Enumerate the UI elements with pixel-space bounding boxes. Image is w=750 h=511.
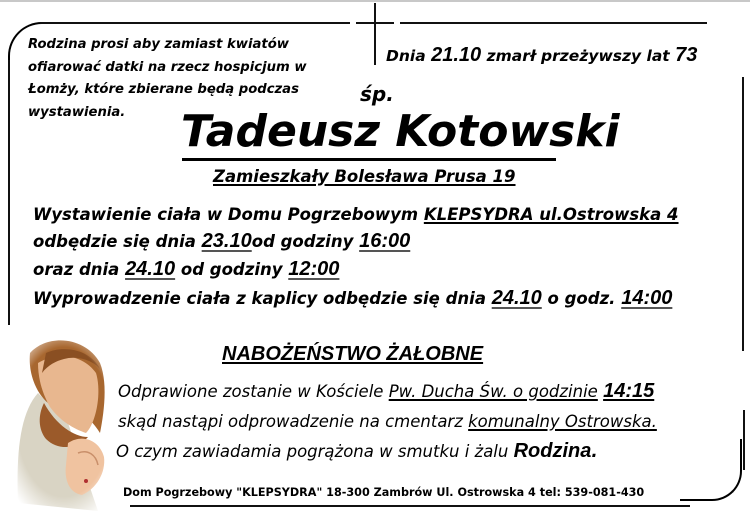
departure-date: 24.10 [491,287,542,309]
family-signature: Rodzina [513,440,592,462]
departure-time: 14:00 [621,287,673,309]
name-underline [182,158,556,161]
frame-top-line-right [403,22,707,24]
viewing-time-1: 16:00 [359,230,411,252]
service-time: 14:15 [603,380,655,402]
service-line3-text: O czym zawiadamia pogrążona w smutku i żalu [116,442,509,461]
death-middle: zmarł przeżywszy lat [486,47,670,65]
viewing-line-4 [33,287,672,310]
frame-corner-bottom-right [680,439,742,501]
deceased-name: Tadeusz Kotowski [181,106,620,157]
footer-underline [130,505,690,507]
frame-right-line-upper [742,77,744,351]
top-border-strip [0,0,750,2]
service-line-2 [118,412,657,431]
service-line2-text: skąd nastąpi odprowadzenie na cmentarz [118,412,463,431]
viewing-time-2: 12:00 [288,258,340,280]
frame-right-line-lower [743,410,745,470]
viewing-line1-text: Wystawienie ciała w Domu Pogrzebowym [33,205,419,224]
frame-top-line-left [40,22,350,24]
family-request-text: Rodzina prosi aby zamiast kwiatów ofiarować datki na rzecz hospicjum w Łomży, które zbierane będą podczas wystawienia. [28,37,307,120]
funeral-home-footer: Dom Pogrzebowy "KLEPSYDRA" 18-300 Zambrów Ul. Ostrowska 4 tel: 539-081-430 [123,486,645,499]
death-prefix: Dnia [386,47,426,65]
cemetery-name: komunalny Ostrowska. [468,412,657,431]
viewing-place: KLEPSYDRA ul.Ostrowska 4 [423,205,679,224]
viewing-line2-text: odbędzie się dnia [33,232,196,251]
death-date: 21.10 [431,44,482,66]
viewing-line3-text: oraz dnia [33,260,120,279]
departure-text: Wyprowadzenie ciała z kaplicy odbędzie się dnia [33,289,486,308]
service-line-3 [116,440,598,463]
departure-middle: o godz. [547,289,616,308]
death-date-line [386,44,697,67]
sp-label: śp. [360,82,394,106]
signature-period: . [591,442,598,461]
service-line1-text: Odprawione zostanie w Kościele [118,382,384,401]
viewing-date-2: 24.10 [125,258,176,280]
viewing-line-2 [33,230,410,253]
service-title: NABOŻEŃSTWO ŻAŁOBNE [222,343,484,365]
frame-left-line [8,60,10,325]
viewing-line3-middle: od godziny [180,260,283,279]
viewing-line2-middle: od godziny [251,232,354,251]
viewing-line-3 [33,258,339,281]
praying-figure-illustration [8,333,120,511]
death-age: 73 [675,44,698,66]
church-name: Pw. Ducha Św. o godzinie [388,382,598,401]
viewing-line-1 [33,205,679,224]
service-line-1 [118,380,654,403]
viewing-date-1: 23.10 [201,230,252,252]
deceased-address: Zamieszkały Bolesława Prusa 19 [213,167,516,186]
